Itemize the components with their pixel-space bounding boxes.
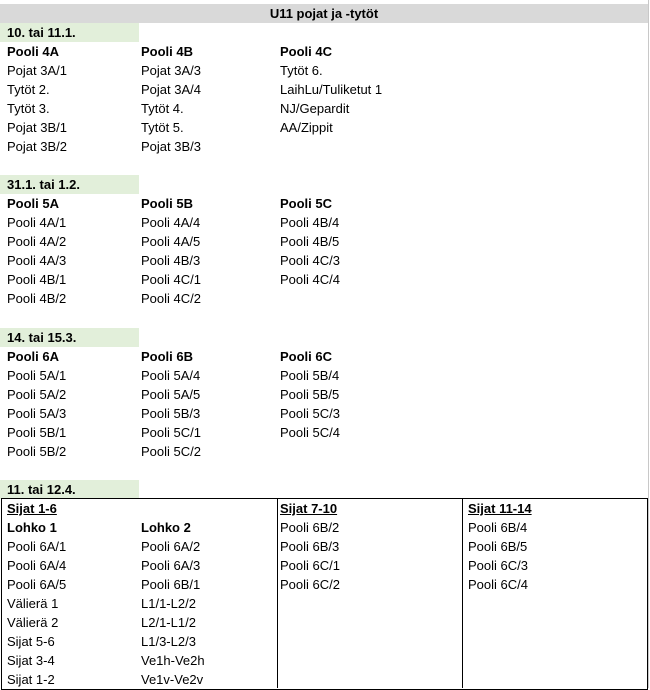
team-cell: Pooli 6B/3 bbox=[280, 539, 340, 554]
team-cell: Pojat 3B/3 bbox=[141, 139, 201, 154]
team-cell: Pooli 6C/4 bbox=[468, 577, 528, 592]
round1-date: 10. tai 11.1. bbox=[0, 23, 139, 42]
table-row bbox=[0, 632, 650, 651]
table-row bbox=[0, 423, 650, 442]
team-cell: Pooli 6C/2 bbox=[280, 577, 340, 592]
table-row bbox=[0, 594, 650, 613]
table-row bbox=[0, 613, 650, 632]
match-cell: Sijat 1-2 bbox=[7, 672, 55, 687]
table-row bbox=[0, 670, 650, 689]
team-cell: NJ/Gepardit bbox=[280, 101, 350, 116]
sheet-edge bbox=[648, 0, 649, 688]
match-cell: Välierä 1 bbox=[7, 596, 59, 611]
team-cell: Pooli 5C/1 bbox=[141, 425, 201, 440]
round3-pool-headers bbox=[0, 347, 650, 366]
team-cell: Tytöt 2. bbox=[7, 82, 50, 97]
round1-pool-headers bbox=[0, 42, 650, 61]
team-cell: Pooli 6A/1 bbox=[7, 539, 67, 554]
team-cell: Pooli 5A/2 bbox=[7, 387, 67, 402]
team-cell: Pooli 5A/4 bbox=[141, 368, 201, 383]
team-cell: Pojat 3A/3 bbox=[141, 63, 201, 78]
match-cell: L2/1-L1/2 bbox=[141, 615, 196, 630]
table-row bbox=[0, 137, 650, 156]
table-row bbox=[0, 61, 650, 80]
team-cell: Pooli 4C/4 bbox=[280, 272, 340, 287]
table-row bbox=[0, 232, 650, 251]
pool-header: Pooli 6B bbox=[141, 349, 194, 364]
group-heading: Sijat 11-14 bbox=[468, 501, 532, 516]
round2-date: 31.1. tai 1.2. bbox=[0, 175, 139, 194]
team-cell: Pooli 5C/3 bbox=[280, 406, 340, 421]
group-heading: Sijat 1-6 bbox=[7, 501, 57, 516]
team-cell: Pooli 4A/1 bbox=[7, 215, 67, 230]
pool-header: Pooli 5A bbox=[7, 196, 60, 211]
match-cell: Sijat 3-4 bbox=[7, 653, 55, 668]
team-cell: Pojat 3A/4 bbox=[141, 82, 201, 97]
team-cell: Pooli 4B/4 bbox=[280, 215, 340, 230]
finals-headings bbox=[0, 499, 650, 518]
team-cell: Pooli 6C/1 bbox=[280, 558, 340, 573]
team-cell: Pooli 5A/5 bbox=[141, 387, 201, 402]
team-cell: Pooli 4C/1 bbox=[141, 272, 201, 287]
match-cell: L1/1-L2/2 bbox=[141, 596, 196, 611]
table-row bbox=[0, 366, 650, 385]
team-cell: Pooli 4A/4 bbox=[141, 215, 201, 230]
match-cell: Välierä 2 bbox=[7, 615, 59, 630]
match-cell: Sijat 5-6 bbox=[7, 634, 55, 649]
round2-pool-headers bbox=[0, 194, 650, 213]
round4-date: 11. tai 12.4. bbox=[0, 480, 139, 499]
team-cell: Pooli 5C/2 bbox=[141, 444, 201, 459]
table-row bbox=[0, 270, 650, 289]
pool-header: Pooli 6A bbox=[7, 349, 60, 364]
lohko-heading: Lohko 1 bbox=[7, 520, 57, 535]
team-cell: Pooli 5A/3 bbox=[7, 406, 67, 421]
team-cell: Pooli 4C/2 bbox=[141, 291, 201, 306]
match-cell: Ve1v-Ve2v bbox=[141, 672, 204, 687]
table-row bbox=[0, 251, 650, 270]
team-cell: Pooli 4A/5 bbox=[141, 234, 201, 249]
team-cell: Tytöt 5. bbox=[141, 120, 184, 135]
team-cell: Pooli 4A/3 bbox=[7, 253, 67, 268]
group-heading: Sijat 7-10 bbox=[280, 501, 338, 516]
pool-header: Pooli 5C bbox=[280, 196, 333, 211]
team-cell: Pooli 5B/1 bbox=[7, 425, 67, 440]
pool-header: Pooli 4C bbox=[280, 44, 333, 59]
team-cell: Pooli 5B/5 bbox=[280, 387, 340, 402]
team-cell: Pooli 5B/3 bbox=[141, 406, 201, 421]
team-cell: Pojat 3B/2 bbox=[7, 139, 67, 154]
table-row bbox=[0, 213, 650, 232]
match-cell: L1/3-L2/3 bbox=[141, 634, 196, 649]
table-row bbox=[0, 575, 650, 594]
team-cell: Pooli 6A/2 bbox=[141, 539, 201, 554]
team-cell: Pooli 5C/4 bbox=[280, 425, 340, 440]
table-row bbox=[0, 518, 650, 537]
team-cell: Pooli 6C/3 bbox=[468, 558, 528, 573]
team-cell: Pooli 4B/2 bbox=[7, 291, 67, 306]
table-row bbox=[0, 537, 650, 556]
team-cell: Pooli 6A/4 bbox=[7, 558, 67, 573]
team-cell: Pooli 6A/3 bbox=[141, 558, 201, 573]
team-cell: Tytöt 4. bbox=[141, 101, 184, 116]
team-cell: Pooli 5A/1 bbox=[7, 368, 67, 383]
team-cell: LaihLu/Tuliketut 1 bbox=[280, 82, 383, 97]
table-row bbox=[0, 118, 650, 137]
team-cell: Pooli 4A/2 bbox=[7, 234, 67, 249]
match-cell: Ve1h-Ve2h bbox=[141, 653, 205, 668]
table-row bbox=[0, 651, 650, 670]
team-cell: Pooli 4B/1 bbox=[7, 272, 67, 287]
table-row bbox=[0, 385, 650, 404]
team-cell: Pooli 6B/4 bbox=[468, 520, 528, 535]
table-row bbox=[0, 99, 650, 118]
pool-header: Pooli 5B bbox=[141, 196, 194, 211]
pool-header: Pooli 4B bbox=[141, 44, 194, 59]
table-row bbox=[0, 289, 650, 308]
pool-header: Pooli 6C bbox=[280, 349, 333, 364]
team-cell: Pooli 4B/5 bbox=[280, 234, 340, 249]
team-cell: Pooli 5B/2 bbox=[7, 444, 67, 459]
team-cell: Pojat 3B/1 bbox=[7, 120, 67, 135]
team-cell: Pooli 6B/1 bbox=[141, 577, 201, 592]
team-cell: Tytöt 3. bbox=[7, 101, 50, 116]
pool-header: Pooli 4A bbox=[7, 44, 60, 59]
team-cell: Pooli 4B/3 bbox=[141, 253, 201, 268]
team-cell: Pooli 5B/4 bbox=[280, 368, 340, 383]
team-cell: Pooli 6B/2 bbox=[280, 520, 340, 535]
table-row bbox=[0, 442, 650, 461]
team-cell: Pojat 3A/1 bbox=[7, 63, 67, 78]
team-cell: Pooli 6A/5 bbox=[7, 577, 67, 592]
team-cell: Tytöt 6. bbox=[280, 63, 323, 78]
team-cell: Pooli 6B/5 bbox=[468, 539, 528, 554]
sheet-title: U11 pojat ja -tytöt bbox=[0, 4, 648, 23]
table-row bbox=[0, 556, 650, 575]
team-cell: AA/Zippit bbox=[280, 120, 333, 135]
table-row bbox=[0, 404, 650, 423]
lohko-heading: Lohko 2 bbox=[141, 520, 191, 535]
round3-date: 14. tai 15.3. bbox=[0, 328, 139, 347]
table-row bbox=[0, 80, 650, 99]
team-cell: Pooli 4C/3 bbox=[280, 253, 340, 268]
